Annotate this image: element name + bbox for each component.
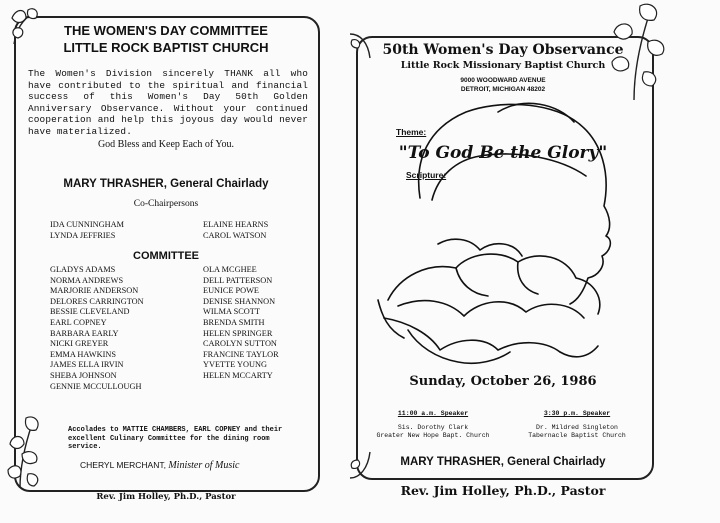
committee-heading: COMMITTEE: [133, 250, 199, 262]
cochair-heading: Co-Chairpersons: [133, 199, 199, 209]
list-item: ELAINE HEARNS: [203, 220, 269, 229]
list-item: DELORES CARRINGTON: [50, 296, 144, 306]
list-item: EARL COPNEY: [50, 317, 107, 327]
list-item: NICKI GREYER: [50, 339, 109, 349]
church-name: Little Rock Missionary Baptist Church: [400, 60, 606, 71]
committee-title: [14, 22, 318, 56]
list-item: YVETTE YOUNG: [203, 360, 267, 370]
list-item: NORMA ANDREWS: [50, 275, 124, 285]
list-item: HELEN MCCARTY: [203, 370, 273, 380]
observance-title: 50th Women's Day Observance: [382, 42, 624, 58]
right-panel: [348, 0, 720, 523]
general-chairlady: MARY THRASHER, General Chairlady: [63, 178, 269, 190]
thank-you-paragraph: The Women's Division sincerely THANK all who have contributed to the spiritual and financial success of this Women's Day 50th Golden Anniversary Observance. Without your continued cooperation and help this joyous day would never have materialized.: [28, 68, 308, 137]
address-line-1: 9000 WOODWARD AVENUE: [460, 77, 546, 84]
list-item: LYNDA JEFFRIES: [50, 230, 116, 240]
pastor-line-right: Rev. Jim Holley, Ph.D., Pastor: [400, 483, 606, 498]
minister-of-music: [80, 460, 310, 471]
list-item: GLADYS ADAMS: [50, 265, 116, 274]
speaker-time: 11:00 a.m. Speaker: [397, 410, 469, 417]
title-line-1: THE WOMEN'S DAY COMMITTEE: [64, 23, 268, 38]
cochairs-left-list: [50, 220, 180, 241]
list-item: DELL PATTERSON: [203, 275, 273, 285]
list-item: CAROLYN SUTTON: [203, 339, 277, 349]
address-line-2: DETROIT, MICHIGAN 48202: [460, 86, 546, 93]
woman-head-rose-illustration: [348, 0, 648, 380]
list-item: DENISE SHANNON: [203, 296, 276, 306]
flower-corner-bottom-left-icon: [6, 414, 50, 490]
event-date: Sunday, October 26, 1986: [409, 374, 597, 389]
list-item: EUNICE POWE: [203, 286, 259, 296]
list-item: BARBARA EARLY: [50, 328, 119, 338]
list-item: GENNIE MCCULLOUGH: [50, 381, 142, 391]
cochairs-right-list: [203, 220, 323, 241]
list-item: SHEBA JOHNSON: [50, 370, 117, 380]
list-item: CAROL WATSON: [203, 230, 267, 240]
list-item: WILMA SCOTT: [203, 307, 260, 317]
pastor-line-left: Rev. Jim Holley, Ph.D., Pastor: [96, 492, 236, 502]
committee-left-list: [50, 265, 180, 392]
list-item: IDA CUNNINGHAM: [50, 220, 124, 229]
minister-title: Minister of Music: [168, 460, 240, 471]
list-item: HELEN SPRINGER: [203, 328, 273, 338]
speaker-time: 3:30 p.m. Speaker: [543, 410, 611, 417]
list-item: OLA MCGHEE: [203, 265, 257, 274]
blessing-text: God Bless and Keep Each of You.: [97, 139, 235, 150]
list-item: EMMA HAWKINS: [50, 349, 116, 359]
afternoon-speaker: [508, 410, 646, 440]
minister-name: CHERYL MERCHANT,: [80, 460, 166, 470]
list-item: FRANCINE TAYLOR: [203, 349, 279, 359]
theme-label: Theme:: [396, 127, 427, 137]
speaker-name: Dr. Mildred Singleton: [536, 424, 618, 431]
speaker-church: Tabernacle Baptist Church: [528, 432, 626, 439]
list-item: JAMES ELLA IRVIN: [50, 360, 124, 370]
accolades-text: Accolades to MATTIE CHAMBERS, EARL COPNEY and their excellent Culinary Committee for the dining room service.: [68, 426, 283, 452]
committee-right-list: [203, 265, 323, 382]
speaker-name: Sis. Dorothy Clark: [397, 424, 469, 431]
list-item: BRENDA SMITH: [203, 317, 265, 327]
left-panel: [0, 0, 338, 523]
speaker-church: Greater New Hope Bapt. Church: [376, 432, 490, 439]
general-chairlady: MARY THRASHER, General Chairlady: [400, 456, 606, 468]
list-item: BESSIE CLEVELAND: [50, 307, 130, 317]
scripture-label: Scripture:: [406, 170, 447, 180]
morning-speaker: [364, 410, 502, 440]
title-line-2: LITTLE ROCK BAPTIST CHURCH: [63, 40, 269, 55]
list-item: MARJORIE ANDERSON: [50, 286, 139, 296]
theme-text: "To God Be the Glory": [398, 143, 608, 163]
